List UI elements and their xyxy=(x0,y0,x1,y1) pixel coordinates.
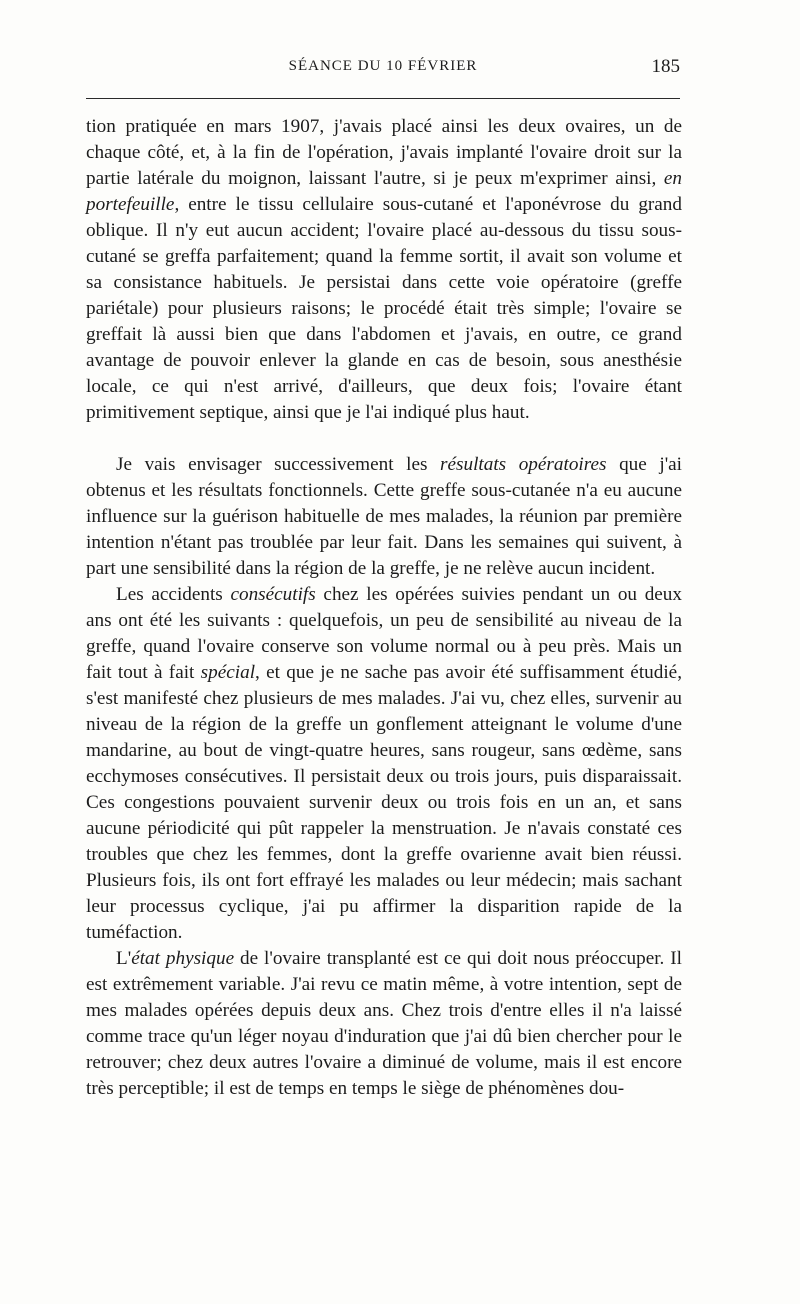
running-title: SÉANCE DU 10 FÉVRIER xyxy=(288,58,478,74)
body-text xyxy=(86,114,682,1102)
paragraph-2-text-b: que j'ai obtenus et les résultats fonctionnels. Cette greffe sous-cutanée n'a eu aucune influence sur la guérison habituelle de mes malades, la réunion par première intention n'étant pas troublée par leur fait. Dans les semaines qui suivent, à part une sensibilité dans la région de la greffe, je ne relève aucun incident. xyxy=(86,454,683,579)
paragraph-4-text-b: de l'ovaire transplanté est ce qui doit nous préoccuper. Il est extrêmement variable. J'ai revu ce matin même, à votre intention, sept de mes malades opérées depuis deux ans. Chez trois d'entre elles il n'a laissé comme trace qu'un léger noyau d'induration que j'ai dû bien chercher pour le retrouver; chez deux autres l'ovaire a diminué de volume, mais il est encore très perceptible; il est de temps en temps le siège de phénomènes dou- xyxy=(86,948,682,1099)
paragraph-3-text-c: , et que je ne sache pas avoir été suffisamment étudié, s'est manifesté chez plusieurs de mes malades. J'ai vu, chez elles, survenir au niveau de la région de la greffe un gonflement atteignant le volume d'une mandarine, au bout de vingt-quatre heures, sans rougeur, sans œdème, sans ecchymoses consécutives. Il persistait deux ou trois jours, puis disparaissait. Ces congestions pouvaient survenir deux ou trois fois en un an, et sans aucune périodicité qui pût rappeler la menstruation. Je n'avais constaté ces troubles que chez les femmes, dont la greffe ovarienne avait bien réussi. Plusieurs fois, ils ont fort effrayé les malades ou leur médecin; mais sachant leur processus cyclique, j'ai pu affirmer la disparition rapide de la tuméfaction. xyxy=(86,662,682,943)
paragraph-3-text-b: chez les opérées suivies pendant un ou deux ans ont été les suivants : quelquefois, un peu de sensibilité au niveau de la greffe, quand l'ovaire conserve son volume normal ou à peu près. Mais un fait tout à fait xyxy=(86,584,682,683)
paragraph-4-text-a: L' xyxy=(116,948,132,969)
header-rule xyxy=(86,98,680,99)
paragraph-2-text-a: Je vais envisager successivement les xyxy=(116,454,441,475)
paragraph-3-text-a: Les accidents xyxy=(116,584,231,605)
paragraph-1-text-b: , entre le tissu cellulaire sous-cutané et l'aponévrose du grand oblique. Il n'y eut aucun accident; l'ovaire placé au-dessous du tissu sous-cutané se greffa parfaitement; quand la femme sortit, il avait son volume et sa consistance habituels. Je persistai dans cette voie opératoire (greffe pariétale) pour plusieurs raisons; le procédé était très simple; l'ovaire se greffait là aussi bien que dans l'abdomen et j'avais, en outre, ce grand avantage de pouvoir enlever la glande en cas de besoin, sous anesthésie locale, ce qui n'est arrivé, d'ailleurs, que deux fois; l'ovaire étant primitivement septique, ainsi que je l'ai indiqué plus haut. xyxy=(86,194,682,423)
paragraph-1-italic: en portefeuille xyxy=(86,168,682,215)
paragraph-2-italic: résultats opératoires xyxy=(440,454,607,475)
paragraph-4 xyxy=(86,946,682,1102)
page-header xyxy=(86,58,680,88)
paragraph-3 xyxy=(86,582,682,946)
paragraph-2 xyxy=(86,452,682,582)
page-number: 185 xyxy=(651,56,680,77)
paragraph-3-italic-1: consécutifs xyxy=(230,584,316,605)
paragraph-4-italic: état physique xyxy=(131,948,235,969)
paragraph-1 xyxy=(86,114,682,426)
paragraph-1-text-a: tion pratiquée en mars 1907, j'avais placé ainsi les deux ovaires, un de chaque côté, et, à la fin de l'opération, j'avais implanté l'ovaire droit sur la partie latérale du moignon, laissant l'autre, si je peux m'exprimer ainsi, xyxy=(86,116,682,189)
paragraph-3-italic-2: spécial xyxy=(200,662,256,683)
